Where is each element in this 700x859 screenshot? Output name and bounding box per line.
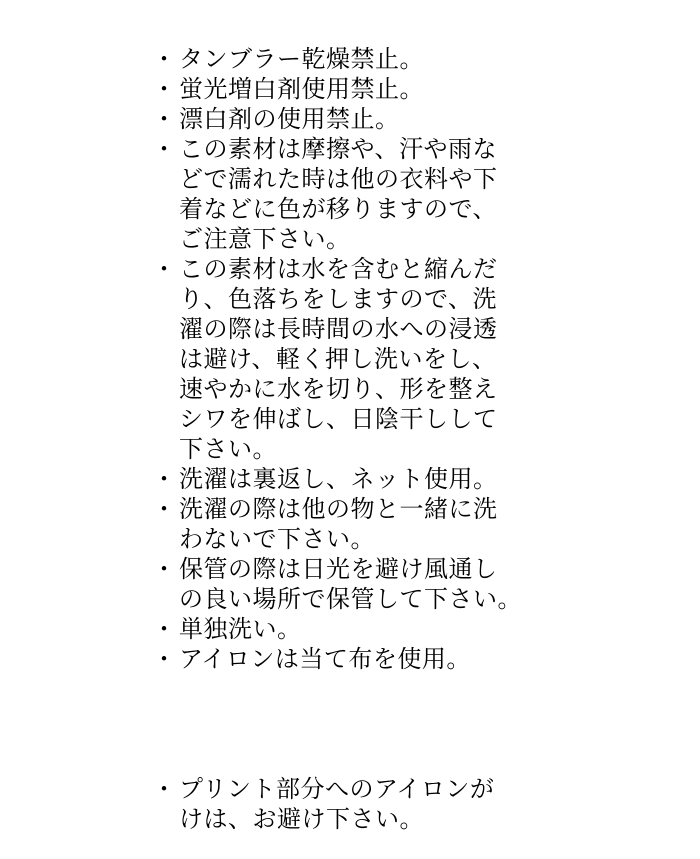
care-note xyxy=(152,134,692,254)
care-note xyxy=(152,614,692,644)
care-note-line: ご注意下さい。 xyxy=(179,225,351,253)
care-note-line: 着などに色が移りますので、 xyxy=(179,195,498,223)
care-note-line: プリント部分へのアイロンが xyxy=(179,775,495,803)
care-note-line: 洗濯の際は他の物と一緒に洗 xyxy=(179,495,498,523)
care-note-line: わないで下さい。 xyxy=(179,525,375,553)
care-note-line: 速やかに水を切り、形を整え xyxy=(179,375,498,403)
bullet-icon: ・ xyxy=(152,75,177,103)
bullet-icon: ・ xyxy=(152,495,177,523)
care-note-line: 単独洗い。 xyxy=(179,615,302,643)
care-note xyxy=(152,494,692,554)
bullet-icon: ・ xyxy=(152,555,177,583)
care-note-line: この素材は水を含むと縮んだ xyxy=(179,255,498,283)
care-note xyxy=(152,44,692,74)
care-note-line: タンブラー乾燥禁止。 xyxy=(179,45,424,73)
care-note xyxy=(152,464,692,494)
care-note-line: シワを伸ばし、日陰干しして xyxy=(179,405,498,433)
care-note-line: 蛍光増白剤使用禁止。 xyxy=(179,75,424,103)
bullet-icon: ・ xyxy=(152,465,177,493)
care-note-line: アイロンは当て布を使用。 xyxy=(179,645,471,673)
bullet-icon: ・ xyxy=(152,615,177,643)
care-note-line: この素材は摩擦や、汗や雨な xyxy=(179,135,498,163)
care-note-line: の良い場所で保管して下さい。 xyxy=(179,585,522,613)
care-note-line: は避け、軽く押し洗いをし、 xyxy=(179,345,497,373)
bullet-icon: ・ xyxy=(152,775,177,803)
care-note-line: 保管の際は日光を避け風通し xyxy=(179,555,498,583)
care-note xyxy=(152,74,692,104)
care-note xyxy=(152,554,692,614)
care-note-line: り、色落ちをしますので、洗 xyxy=(179,285,498,313)
care-note-line: けは、お避け下さい。 xyxy=(179,805,424,833)
bullet-icon: ・ xyxy=(152,45,177,73)
care-notes-group-print xyxy=(152,774,692,834)
bullet-icon: ・ xyxy=(152,135,177,163)
care-note-line: 下さい。 xyxy=(179,435,277,463)
care-note-line: 漂白剤の使用禁止。 xyxy=(179,105,400,133)
care-instructions xyxy=(152,44,692,834)
care-note-line: 濯の際は長時間の水への浸透 xyxy=(179,315,498,343)
bullet-icon: ・ xyxy=(152,255,177,283)
care-note xyxy=(152,104,692,134)
care-notes-group xyxy=(152,44,692,674)
bullet-icon: ・ xyxy=(152,105,177,133)
spacer xyxy=(152,674,692,774)
care-note xyxy=(152,644,692,674)
care-note-line: 洗濯は裏返し、ネット使用。 xyxy=(179,465,498,493)
bullet-icon: ・ xyxy=(152,645,177,673)
care-note xyxy=(152,254,692,464)
care-note xyxy=(152,774,692,834)
care-note-line: どで濡れた時は他の衣料や下 xyxy=(179,165,498,193)
